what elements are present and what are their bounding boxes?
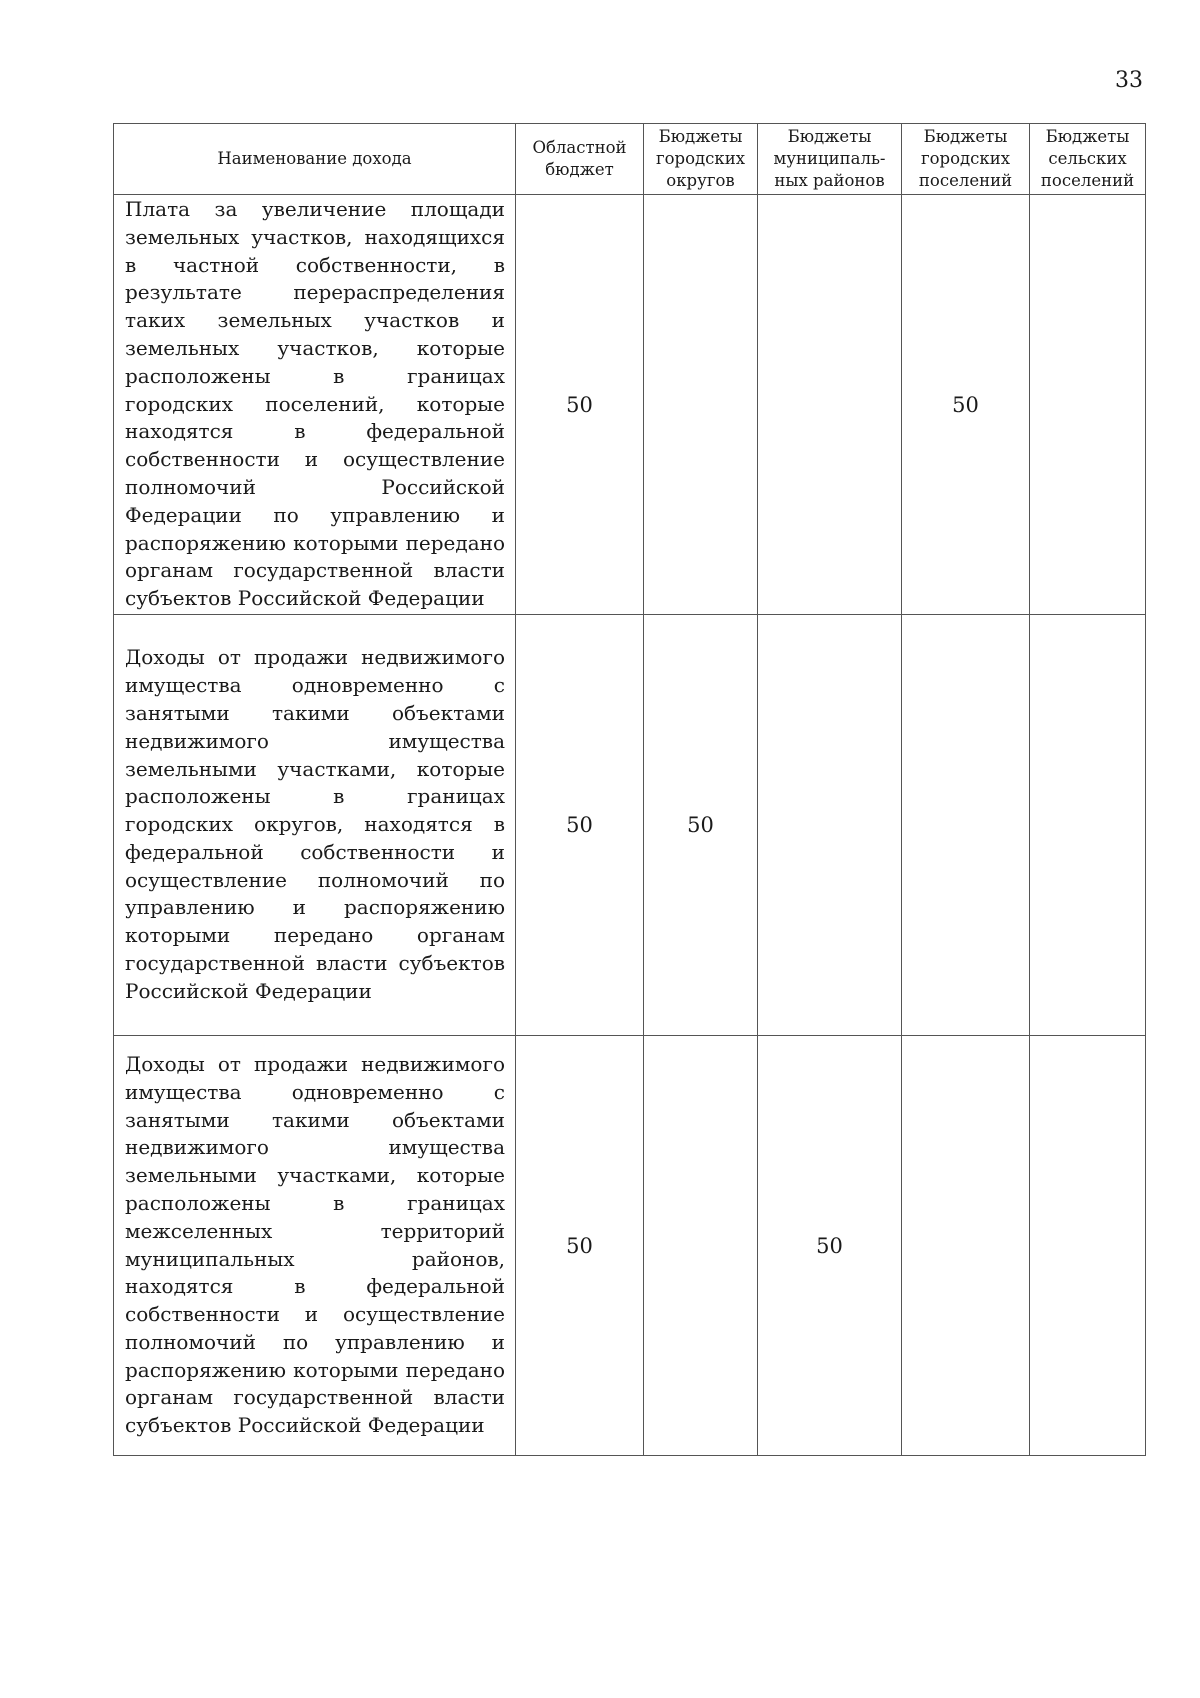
- revenue-name-cell: Плата за увеличение площади земельных участков, находящихся в частной собственности, в результате перераспределения таких земельных участков и земельных участков, которые расположены в границах городских поселений, которые находятся в федеральной собственности и осуществление полномочий Российской Федерации по управлению и распоряжению которыми передано органам государственной власти субъектов Российской Федерации: [114, 195, 516, 615]
- municipal-districts-budget-cell: 50: [758, 1036, 902, 1456]
- header-regional-budget: Областной бюджет: [516, 124, 644, 195]
- regional-budget-cell: 50: [516, 615, 644, 1036]
- table-row: [114, 615, 1146, 1036]
- revenue-distribution-table: [113, 123, 1146, 1456]
- rural-settlements-budget-cell: [1030, 615, 1146, 1036]
- revenue-name-cell: Доходы от продажи недвижимого имущества одновременно с занятыми такими объектами недвижимого имущества земельными участками, которые расположены в границах городских округов, находятся в федеральной собственности и осуществление полномочий по управлению и распоряжению которыми передано органам государственной власти субъектов Российской Федерации: [114, 615, 516, 1036]
- urban-settlements-budget-cell: [902, 1036, 1030, 1456]
- rural-settlements-budget-cell: [1030, 195, 1146, 615]
- header-municipal-districts-budget: Бюджеты муниципаль-ных районов: [758, 124, 902, 195]
- city-districts-budget-cell: [644, 1036, 758, 1456]
- revenue-name-cell: Доходы от продажи недвижимого имущества одновременно с занятыми такими объектами недвижимого имущества земельными участками, которые расположены в границах межселенных территорий муниципальных районов, находятся в федеральной собственности и осуществление полномочий по управлению и распоряжению которыми передано органам государственной власти субъектов Российской Федерации: [114, 1036, 516, 1456]
- header-city-districts-budget: Бюджеты городских округов: [644, 124, 758, 195]
- rural-settlements-budget-cell: [1030, 1036, 1146, 1456]
- city-districts-budget-cell: [644, 195, 758, 615]
- regional-budget-cell: 50: [516, 195, 644, 615]
- municipal-districts-budget-cell: [758, 615, 902, 1036]
- regional-budget-cell: 50: [516, 1036, 644, 1456]
- page-number: 33: [1115, 68, 1143, 93]
- header-urban-settlements-budget: Бюджеты городских поселений: [902, 124, 1030, 195]
- header-revenue-name: Наименование дохода: [114, 124, 516, 195]
- table-row: [114, 195, 1146, 615]
- header-rural-settlements-budget: Бюджеты сельских поселений: [1030, 124, 1146, 195]
- city-districts-budget-cell: 50: [644, 615, 758, 1036]
- table-row: [114, 1036, 1146, 1456]
- municipal-districts-budget-cell: [758, 195, 902, 615]
- urban-settlements-budget-cell: 50: [902, 195, 1030, 615]
- urban-settlements-budget-cell: [902, 615, 1030, 1036]
- table-header-row: [114, 124, 1146, 195]
